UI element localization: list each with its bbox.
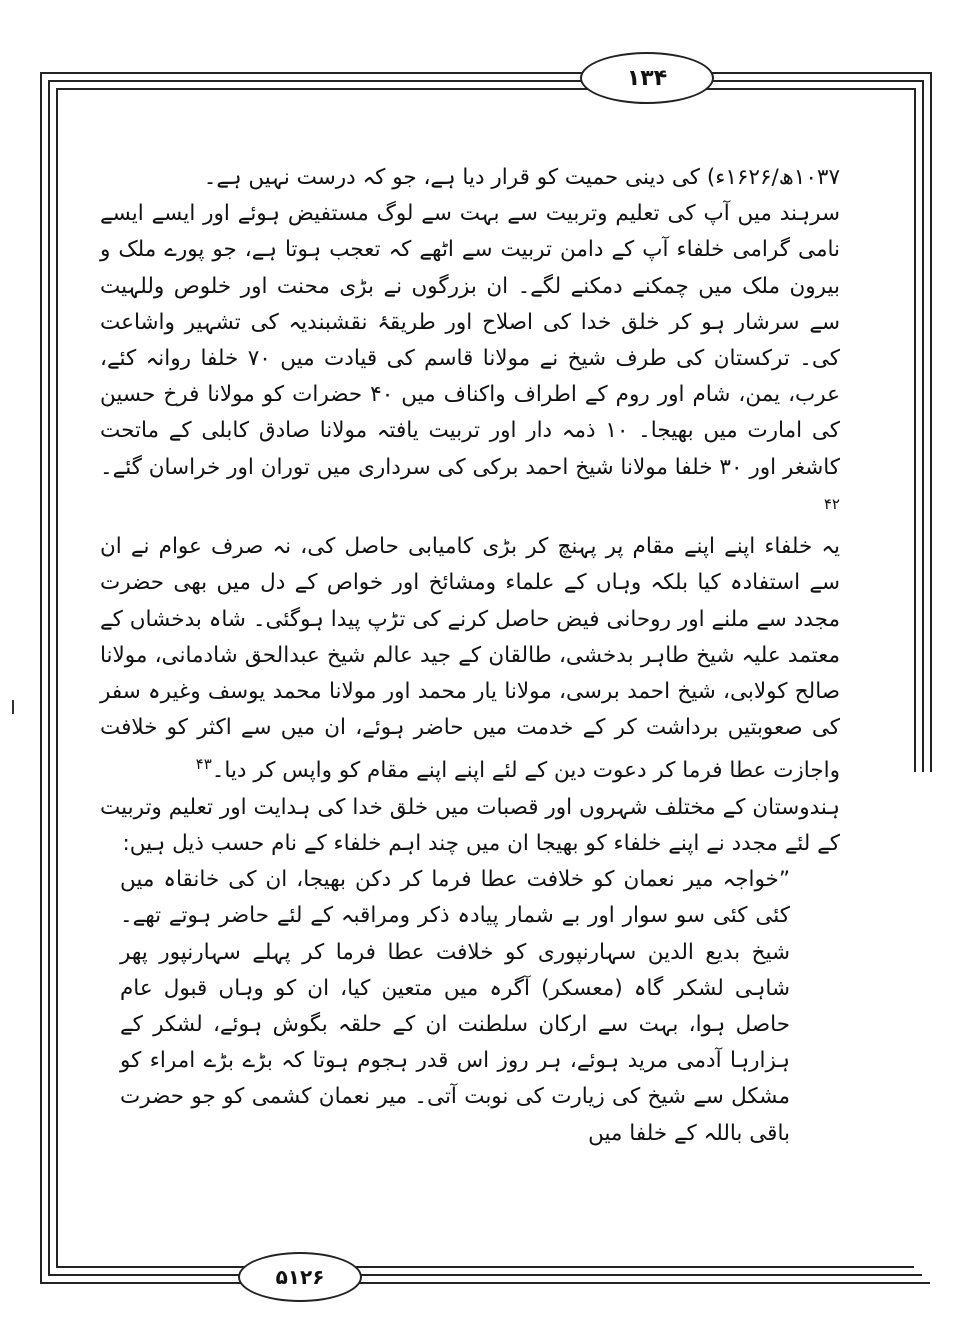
frame-line bbox=[350, 1266, 914, 1268]
frame-line bbox=[40, 72, 42, 1282]
frame-line bbox=[56, 88, 58, 1266]
frame-line bbox=[930, 72, 932, 772]
paragraph-intro: ۱۰۳۷ھ/۱۶۲۶ء) کی دینی حمیت کو قرار دیا ہے، جو کہ درست نہیں ہے۔ bbox=[203, 165, 840, 190]
frame-line bbox=[350, 1274, 922, 1276]
page-body bbox=[100, 160, 840, 1152]
frame-line bbox=[700, 88, 914, 90]
footnote-ref-43: ۴۳ bbox=[195, 755, 212, 774]
frame-line bbox=[48, 80, 50, 1274]
frame-line bbox=[700, 72, 930, 74]
frame-line bbox=[350, 1282, 930, 1284]
frame-line bbox=[922, 80, 924, 772]
frame-line bbox=[40, 72, 600, 74]
frame-line bbox=[48, 80, 600, 82]
paragraph-successors-text: یہ خلفاء اپنے اپنے مقام پر پہنچ کر بڑی کامیابی حاصل کی، نہ صرف عوام نے ان سے استفادہ کیا بلکہ وہاں کے علماء ومشائخ اور خواص کے دل میں بھی حضرت مجدد سے ملنے اور روحانی فیض حاصل کرنے کی تڑپ پیدا ہوگئی۔ شاہ بدخشاں کے معتمد علیہ شیخ طاہر بدخشی، طالقان کے جید عالم شیخ عبدالحق شادمانی، مولانا صالح کولابی، شیخ احمد برسی، مولانا یار محمد اور مولانا محمد یوسف وغیرہ سفر کی صعوبتیں برداشت کر کے خدمت میں حاضر ہوئے، ان میں سے اکثر کو خلافت واجازت عطا فرما کر دعوت دین کے لئے اپنے اپنے مقام کو واپس کر دیا۔ bbox=[100, 534, 840, 784]
paragraph-india: ہندوستان کے مختلف شہروں اور قصبات میں خلق خدا کی ہدایت اور تعلیم وتربیت کے لئے مجدد نے اپنے خلفاء کو بھیجا ان میں چند اہم خلفاء کے نام حسب ذیل ہیں: bbox=[100, 794, 840, 856]
frame-line bbox=[914, 88, 916, 772]
frame-line bbox=[40, 1282, 250, 1284]
paragraph-successors bbox=[100, 529, 840, 790]
page-number: ۱۳۴ bbox=[580, 52, 714, 104]
margin-mark bbox=[12, 700, 14, 714]
frame-line bbox=[700, 80, 922, 82]
paragraph-disciples bbox=[100, 196, 840, 529]
footer-code: ۵۱۲۶ bbox=[238, 1252, 362, 1302]
footnote-ref-42: ۴۲ bbox=[823, 494, 840, 513]
frame-line bbox=[56, 1266, 250, 1268]
paragraph-disciples-text: سرہند میں آپ کی تعلیم وتربیت سے بہت سے لوگ مستفیض ہوئے اور ایسے ایسے نامی گرامی خلفاء آپ کے دامن تربیت سے اٹھے کہ تعجب ہوتا ہے، جو پورے ملک و بیرون ملک میں چمکنے دمکنے لگے۔ ان بزرگوں نے بڑی محنت اور خلوص وللہیت سے سرشار ہو کر خلق خدا کی اصلاح اور طریقۂ نقشبندیہ کی تشہیر واشاعت کی۔ ترکستان کی طرف شیخ نے مولانا قاسم کی قیادت میں ۷۰ خلفا روانہ کئے، عرب، یمن، شام اور روم کے اطراف واکناف میں ۴۰ حضرات کو مولانا فرخ حسین کی امارت میں بھیجا۔ ۱۰ ذمہ دار اور تربیت یافتہ مولانا صادق کابلی کے ماتحت کاشغر اور ۳۰ خلفا مولانا شیخ احمد برکی کی سرداری میں توران اور خراسان گئے۔ bbox=[100, 201, 840, 480]
frame-line bbox=[48, 1274, 250, 1276]
block-quote: ”خواجہ میر نعمان کو خلافت عطا فرما کر دکن بھیجا، ان کی خانقاہ میں کئی کئی سو سوار اور بے شمار پیادہ ذکر ومراقبہ کے لئے حاضر ہوتے تھے۔ شیخ بدیع الدین سہارنپوری کو خلافت عطا فرما کر پہلے سہارنپور پھر شاہی لشکر گاہ (معسکر) آگرہ میں متعین کیا، ان کو وہاں قبول عام حاصل ہوا، بہت سے ارکان سلطنت ان کے حلقہ بگوش ہوئے، لشکر کے ہزارہا آدمی مرید ہوئے، ہر روز اس قدر ہجوم ہوتا کہ بڑے بڑے امراء کو مشکل سے شیخ کی زیارت کی نوبت آتی۔ میر نعمان کشمی کو جو حضرت باقی باللہ کے خلفا میں bbox=[120, 867, 790, 1146]
frame-line bbox=[56, 88, 600, 90]
